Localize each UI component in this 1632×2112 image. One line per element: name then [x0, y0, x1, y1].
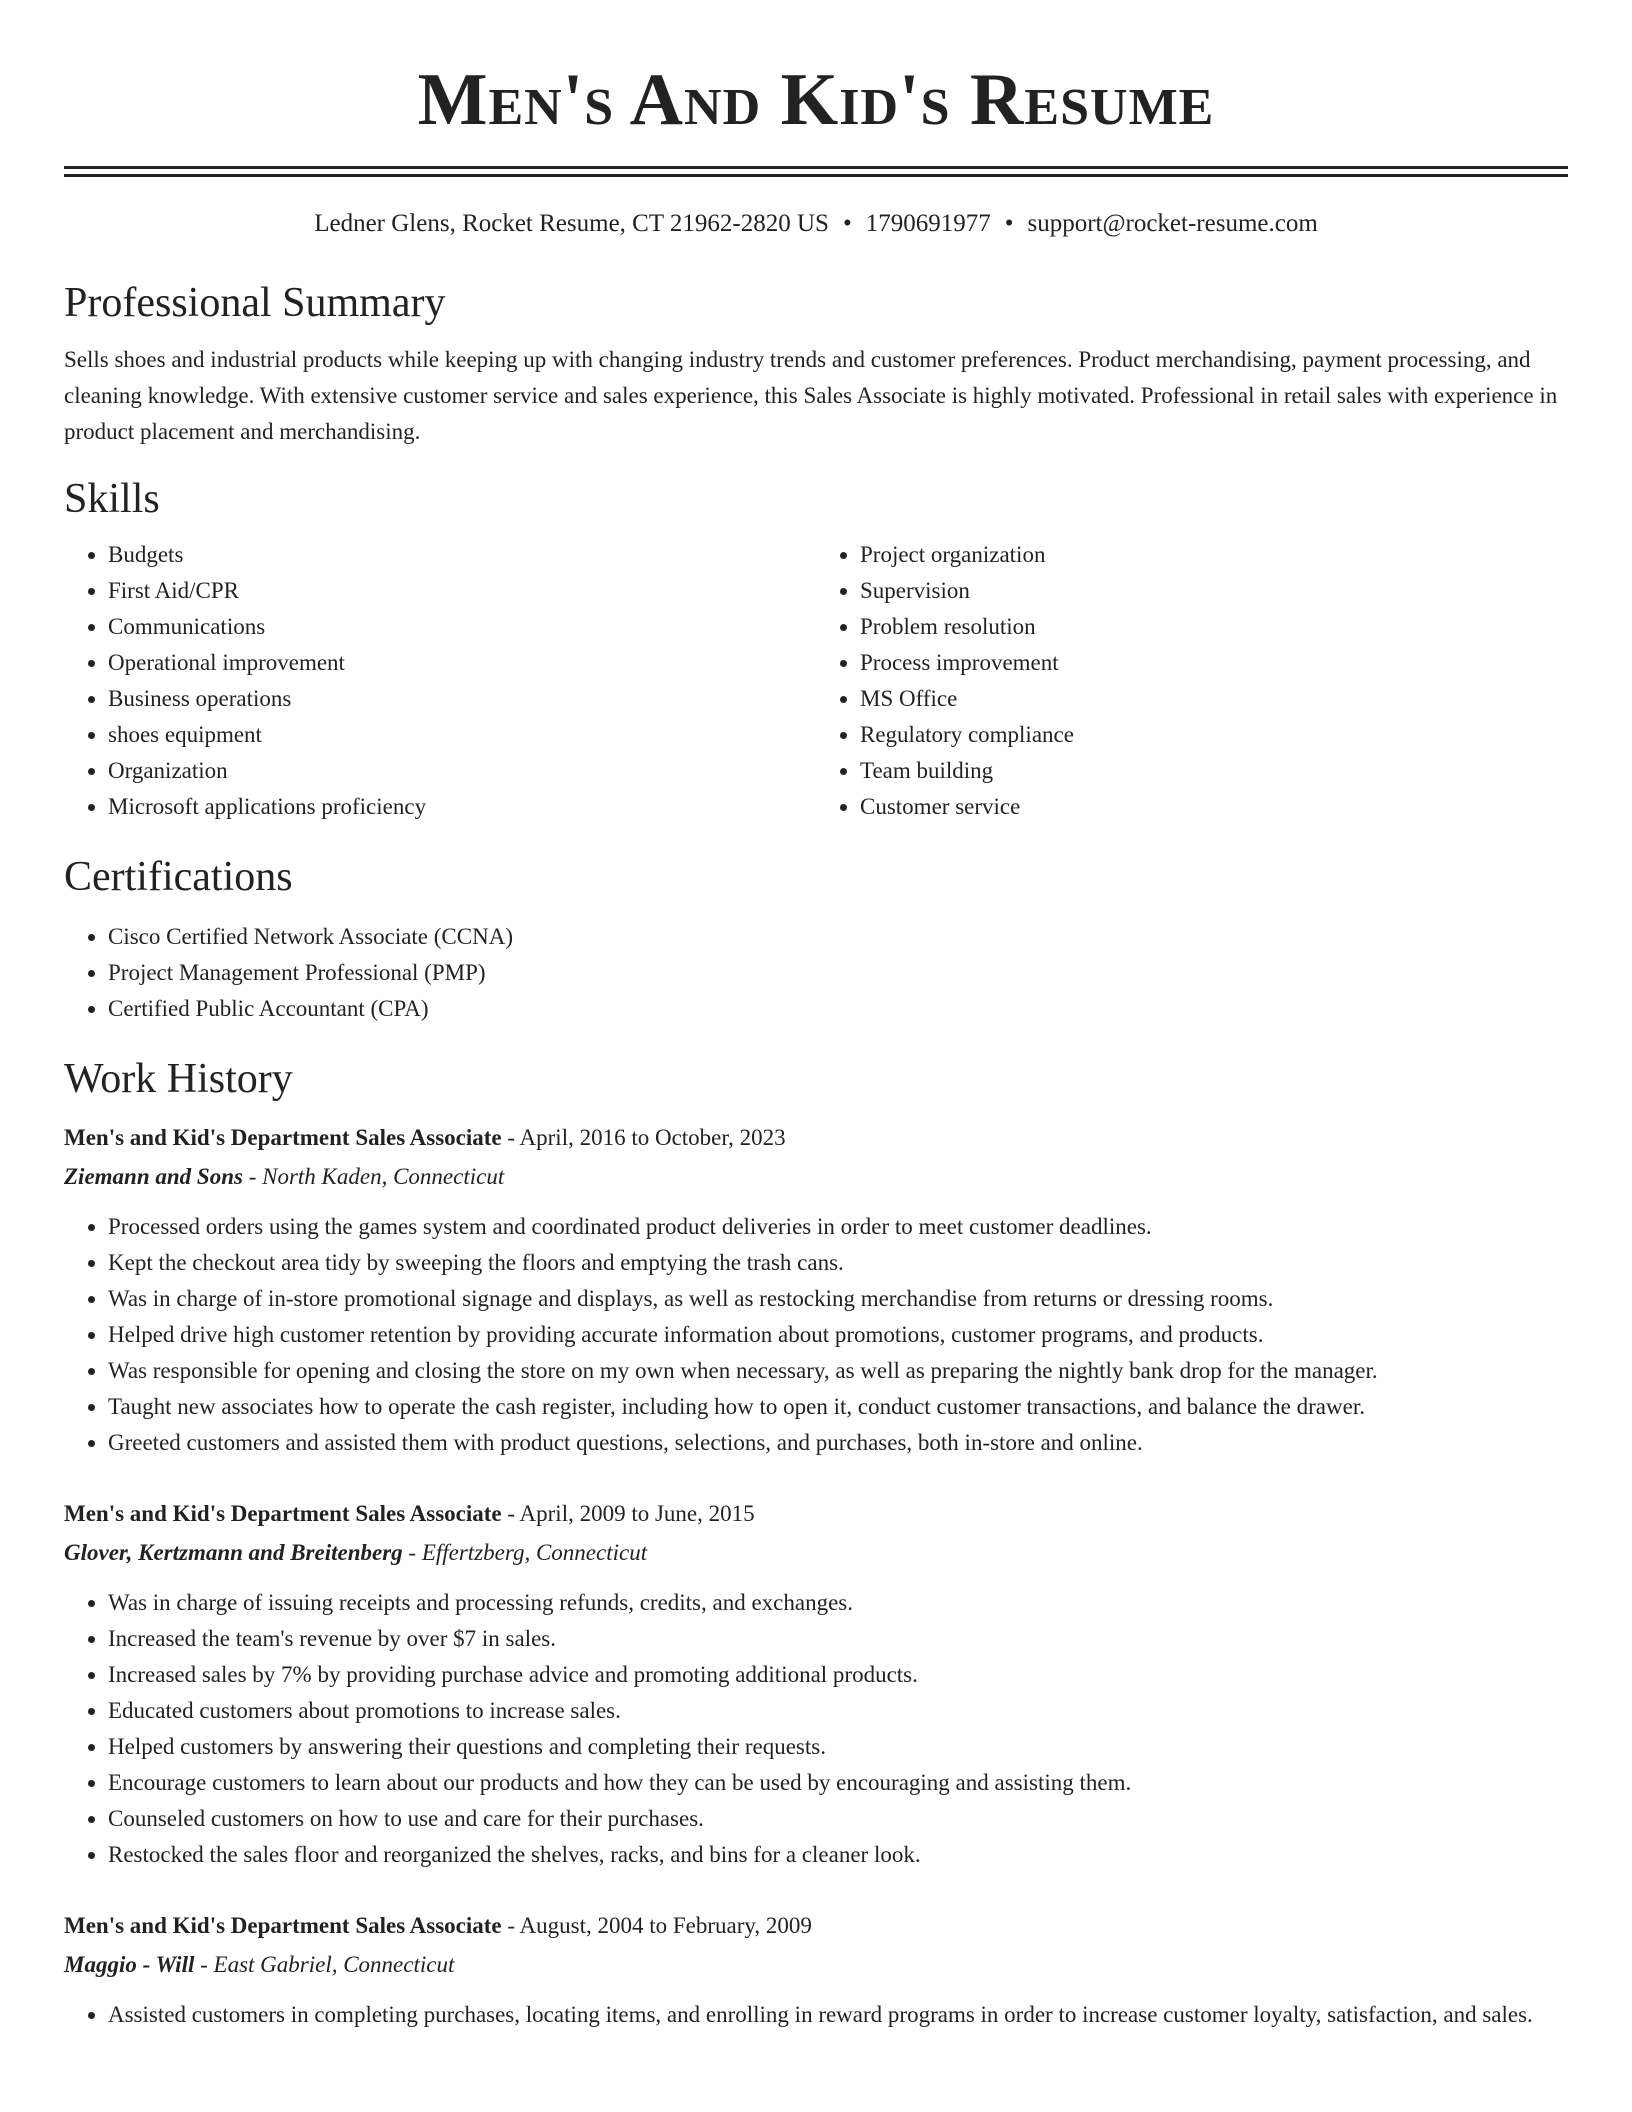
skills-list-left	[64, 537, 816, 825]
job-duty: • Assisted customers in completing purchases, locating items, and enrolling in reward programs in order to increase customer loyalty, satisfaction, and sales.	[108, 1997, 1568, 2033]
skill-item: • Project organization	[860, 537, 1568, 573]
title-double-rule	[64, 166, 1568, 177]
skill-item: • Budgets	[108, 537, 816, 573]
job-title: Men's and Kid's Department Sales Associate	[64, 1913, 502, 1938]
skill-item: • Regulatory compliance	[860, 717, 1568, 753]
job-duty: • Greeted customers and assisted them with product questions, selections, and purchases, both in-store and online.	[108, 1425, 1568, 1461]
job-company: Maggio - Will	[64, 1952, 195, 1977]
contact-separator: •	[842, 210, 852, 237]
skill-item: • Process improvement	[860, 645, 1568, 681]
skill-item: • Team building	[860, 753, 1568, 789]
job-duty: • Helped drive high customer retention by providing accurate information about promotions, customer programs, and products.	[108, 1317, 1568, 1353]
job-duties-list	[64, 1585, 1568, 1873]
job-duty: • Helped customers by answering their questions and completing their requests.	[108, 1729, 1568, 1765]
job-title: Men's and Kid's Department Sales Associate	[64, 1501, 502, 1526]
job-dates: - April, 2016 to October, 2023	[501, 1125, 786, 1150]
job-location: - North Kaden, Connecticut	[242, 1164, 505, 1189]
certification-item: • Certified Public Accountant (CPA)	[108, 991, 1568, 1027]
certification-item: • Project Management Professional (PMP)	[108, 955, 1568, 991]
job-company: Glover, Kertzmann and Breitenberg	[64, 1540, 403, 1565]
job-title-line	[64, 1907, 1568, 1945]
skill-item: • First Aid/CPR	[108, 573, 816, 609]
skill-item: • Operational improvement	[108, 645, 816, 681]
job-company-line	[64, 1533, 1568, 1573]
job-dates: - August, 2004 to February, 2009	[501, 1913, 812, 1938]
job-duty: • Was in charge of in-store promotional signage and displays, as well as restocking merchandise from returns or dressing rooms.	[108, 1281, 1568, 1317]
summary-heading: Professional Summary	[64, 280, 446, 326]
job-title-line	[64, 1495, 1568, 1533]
job-duty: • Increased sales by 7% by providing purchase advice and promoting additional products.	[108, 1657, 1568, 1693]
skill-item: • Supervision	[860, 573, 1568, 609]
job-duty: • Was in charge of issuing receipts and processing refunds, credits, and exchanges.	[108, 1585, 1568, 1621]
work-history-heading: Work History	[64, 1056, 293, 1102]
skill-item: • shoes equipment	[108, 717, 816, 753]
job-duties-list	[64, 1997, 1568, 2033]
skills-list-right	[816, 537, 1568, 825]
summary-text: Sells shoes and industrial products while keeping up with changing industry trends and customer preferences. Product merchandising, payment processing, and cleaning knowledge. With extensive customer service and sales experience, this Sales Associate is highly motivated. Professional in retail sales with experience in product placement and merchandising.	[64, 347, 1558, 444]
certifications-heading: Certifications	[64, 854, 293, 900]
skill-item: • Communications	[108, 609, 816, 645]
skill-item: • Microsoft applications proficiency	[108, 789, 816, 825]
job-entry	[64, 1495, 1568, 1873]
job-duty: • Kept the checkout area tidy by sweeping the floors and emptying the trash cans.	[108, 1245, 1568, 1281]
job-duty: • Processed orders using the games system and coordinated product deliveries in order to meet customer deadlines.	[108, 1209, 1568, 1245]
job-dates: - April, 2009 to June, 2015	[501, 1501, 755, 1526]
job-duty: • Restocked the sales floor and reorganized the shelves, racks, and bins for a cleaner look.	[108, 1837, 1568, 1873]
contact-email: support@rocket-resume.com	[1027, 210, 1318, 237]
skill-item: • Business operations	[108, 681, 816, 717]
resume-title: Men's And Kid's Resume	[417, 59, 1215, 141]
skill-item: • Customer service	[860, 789, 1568, 825]
skills-heading: Skills	[64, 476, 160, 522]
skills-columns	[64, 537, 1568, 825]
job-title: Men's and Kid's Department Sales Associate	[64, 1125, 502, 1150]
job-duty: • Encourage customers to learn about our products and how they can be used by encouraging and assisting them.	[108, 1765, 1568, 1801]
job-duty: • Counseled customers on how to use and care for their purchases.	[108, 1801, 1568, 1837]
contact-address: Ledner Glens, Rocket Resume, CT 21962-2820 US	[314, 210, 829, 237]
job-duties-list	[64, 1209, 1568, 1461]
job-duty: • Increased the team's revenue by over $7 in sales.	[108, 1621, 1568, 1657]
job-location: - East Gabriel, Connecticut	[194, 1952, 455, 1977]
job-entry	[64, 1119, 1568, 1461]
certifications-list	[64, 919, 1568, 1027]
job-title-line	[64, 1119, 1568, 1157]
contact-line	[64, 207, 1568, 241]
certification-item: • Cisco Certified Network Associate (CCNA)	[108, 919, 1568, 955]
skill-item: • MS Office	[860, 681, 1568, 717]
skill-item: • Organization	[108, 753, 816, 789]
job-duty: • Educated customers about promotions to increase sales.	[108, 1693, 1568, 1729]
skill-item: • Problem resolution	[860, 609, 1568, 645]
job-duty: • Taught new associates how to operate the cash register, including how to open it, conduct customer transactions, and balance the drawer.	[108, 1389, 1568, 1425]
job-location: - Effertzberg, Connecticut	[402, 1540, 648, 1565]
job-duty: • Was responsible for opening and closing the store on my own when necessary, as well as preparing the nightly bank drop for the manager.	[108, 1353, 1568, 1389]
job-company: Ziemann and Sons	[64, 1164, 243, 1189]
job-company-line	[64, 1157, 1568, 1197]
contact-separator: •	[1004, 210, 1014, 237]
job-company-line	[64, 1945, 1568, 1985]
job-entry	[64, 1907, 1568, 2033]
contact-phone: 1790691977	[865, 210, 991, 237]
